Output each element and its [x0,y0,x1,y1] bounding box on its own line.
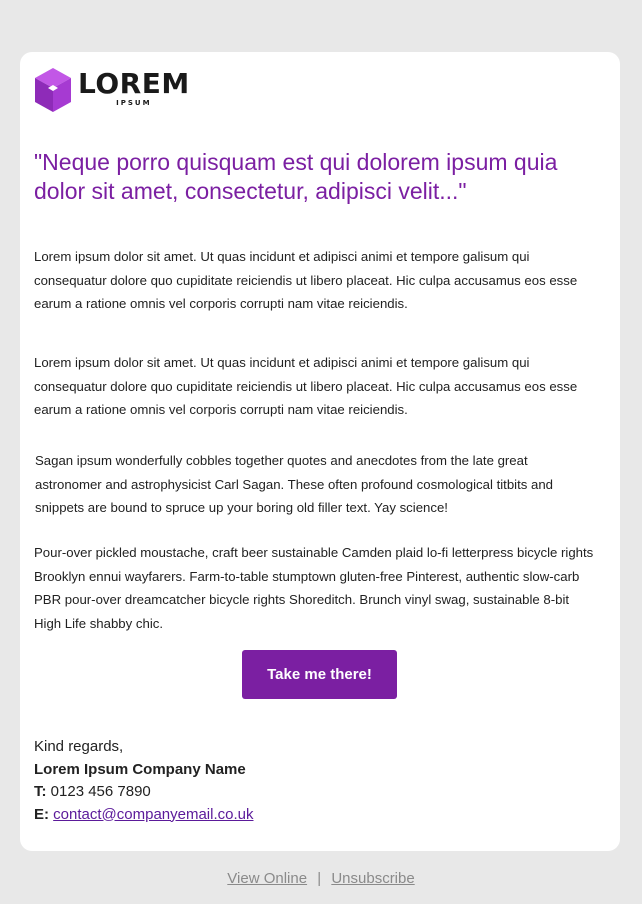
phone-line [34,781,254,804]
email-link[interactable]: contact@companyemail.co.uk [53,805,254,823]
body-paragraph-2: Lorem ipsum dolor sit amet. Ut quas incidunt et adipisci animi et tempore galisum qui consequatur dolore quo cupiditate reiciendis ut libero placeat. Hic culpa accusamus eos esse earum a ratione omnis vel corporis corrupti nam vitae reiciendis. [34,355,578,418]
body-paragraph-3: Sagan ipsum wonderfully cobbles together quotes and anecdotes from the late great astronomer and astrophysicist Carl Sagan. These often profound cosmological titbits and snippets are bound to spruce up your boring old filler text. Yay science! [35,453,554,516]
footer-separator: | [317,870,322,887]
email-card [20,52,620,851]
logo-text [78,69,190,107]
body-paragraph-1: Lorem ipsum dolor sit amet. Ut quas incidunt et adipisci animi et tempore galisum qui consequatur dolore quo cupiditate reiciendis ut libero placeat. Hic culpa accusamus eos esse earum a ratione omnis vel corporis corrupti nam vitae reiciendis. [34,249,578,312]
phone-number: 0123 456 7890 [50,783,151,800]
signature-block [34,736,254,826]
logo [34,66,190,114]
greeting: Kind regards, [34,738,124,755]
company-name: Lorem Ipsum Company Name [34,760,246,778]
email-line [34,804,254,827]
logo-subtitle: IPSUM [116,99,152,107]
email-label: E: [34,805,49,823]
logo-name: LOREM [78,67,190,100]
footer [0,870,642,887]
body-paragraph-4: Pour-over pickled moustache, craft beer sustainable Camden plaid lo-fi letterpress bicycle rights Brooklyn ennui wayfarers. Farm-to-table stumptown gluten-free Pinterest, authentic slow-carb PBR pour-over dreamcatcher bicycle rights Shoreditch. Brunch vinyl swag, sustainable 8-bit High Life shabby chic. [34,545,594,632]
take-me-there-button[interactable]: Take me there! [242,650,397,699]
headline-quote: "Neque porro quisquam est qui dolorem ipsum quia dolor sit amet, consectetur, adipisci velit..." [34,149,558,204]
unsubscribe-link[interactable]: Unsubscribe [331,870,415,887]
phone-label: T: [34,783,47,800]
view-online-link[interactable]: View Online [227,870,308,887]
cube-logo-icon [34,66,72,114]
